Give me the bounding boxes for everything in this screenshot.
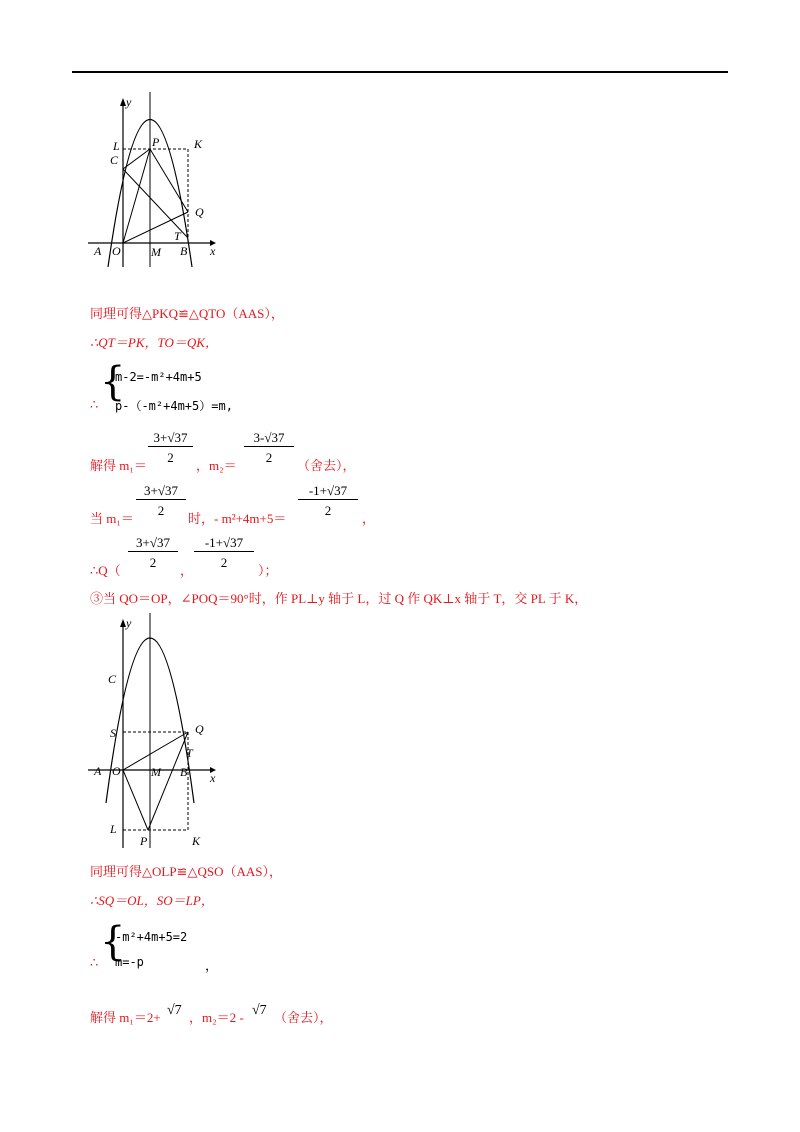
label-C: C <box>110 153 119 167</box>
label-S: S <box>110 726 116 740</box>
when-mid: 时，- m²+4m+5＝ <box>188 511 287 526</box>
denominator: 2 <box>149 555 157 570</box>
numerator: -1+√37 <box>194 535 254 552</box>
solution-2-mid: ，m₂＝2 - <box>189 1010 244 1025</box>
when-prefix: 当 m₁＝ <box>90 511 134 526</box>
numerator: 3+√37 <box>136 483 186 500</box>
system-2-eq-b: m=-p <box>115 955 144 969</box>
label-P: P <box>152 135 160 149</box>
label-L: L <box>110 822 117 836</box>
therefore-1: ∴ <box>90 397 99 412</box>
numerator: 3+√37 <box>148 430 193 447</box>
label-y: y <box>126 616 132 630</box>
header-rule <box>72 71 728 73</box>
numerator: 3-√37 <box>244 430 294 447</box>
line-equalities-2: ∴SQ＝OL，SO＝LP， <box>90 893 214 908</box>
solution-2-root-2: √7 <box>252 1003 267 1018</box>
line-congruence-2: 同理可得△OLP≌△QSO（AAS）， <box>90 864 282 879</box>
label-O: O <box>112 764 121 778</box>
label-L: L <box>113 139 120 153</box>
system-1-eq-a: m-2=-m²+4m+5 <box>115 370 202 384</box>
line-equalities-1: ∴QT＝PK，TO＝QK， <box>90 335 218 350</box>
label-P: P <box>140 834 148 848</box>
denominator: 2 <box>265 450 273 465</box>
brace-2: { <box>100 919 126 965</box>
line-congruence-1: 同理可得△PKQ≌△QTO（AAS）， <box>90 306 284 321</box>
q-prefix: ∴Q（ <box>90 563 121 578</box>
solution-1-mid: ，m₂＝ <box>196 458 237 473</box>
label-M: M <box>151 245 161 259</box>
solution-2-root-1: √7 <box>167 1003 182 1018</box>
fraction-m1 <box>148 430 193 466</box>
label-C: C <box>108 672 117 686</box>
label-A: A <box>94 244 102 258</box>
label-B: B <box>180 765 188 779</box>
q-suffix: ）； <box>258 563 278 578</box>
numerator: -1+√37 <box>298 483 358 500</box>
solution-1-suffix: （舍去）， <box>297 458 356 473</box>
fraction-when-value <box>298 483 358 519</box>
label-K: K <box>192 834 201 848</box>
fraction-q-y <box>194 535 254 571</box>
label-Q: Q <box>195 205 204 219</box>
system-2-comma: ， <box>205 958 219 973</box>
therefore-2: ∴ <box>90 955 99 970</box>
numerator: 3+√37 <box>128 535 178 552</box>
label-B: B <box>180 244 188 258</box>
solution-1-prefix: 解得 m₁＝ <box>90 458 147 473</box>
system-1-eq-b: p-（-m²+4m+5）=m, <box>115 399 233 413</box>
label-A: A <box>94 764 102 778</box>
label-y: y <box>126 95 132 109</box>
brace-1: { <box>100 359 126 405</box>
solution-2-suffix: （舍去）， <box>274 1010 333 1025</box>
figure-1 <box>88 92 218 267</box>
denominator: 2 <box>324 503 332 518</box>
denominator: 2 <box>157 503 165 518</box>
label-T: T <box>186 746 193 760</box>
system-2-eq-a: -m²+4m+5=2 <box>115 930 188 944</box>
figure-2 <box>88 613 218 848</box>
denominator: 2 <box>167 450 174 465</box>
denominator: 2 <box>220 555 228 570</box>
fraction-q-x <box>128 535 178 571</box>
label-T: T <box>174 229 181 243</box>
q-comma: ， <box>180 563 194 578</box>
label-x: x <box>210 771 216 785</box>
label-Q: Q <box>195 722 204 736</box>
solution-2-prefix: 解得 m₁＝2+ <box>90 1010 161 1025</box>
fraction-when-m1 <box>136 483 186 519</box>
label-O: O <box>112 244 121 258</box>
label-M: M <box>151 765 161 779</box>
case-3-heading: ③当 QO＝OP，∠POQ＝90°时，作 PL⊥y 轴于 L，过 Q 作 QK⊥x 轴于 T，交 PL 于 K， <box>90 591 588 606</box>
label-K: K <box>194 137 203 151</box>
when-suffix: ， <box>362 511 376 526</box>
label-x: x <box>210 244 216 258</box>
fraction-m2 <box>244 430 294 466</box>
